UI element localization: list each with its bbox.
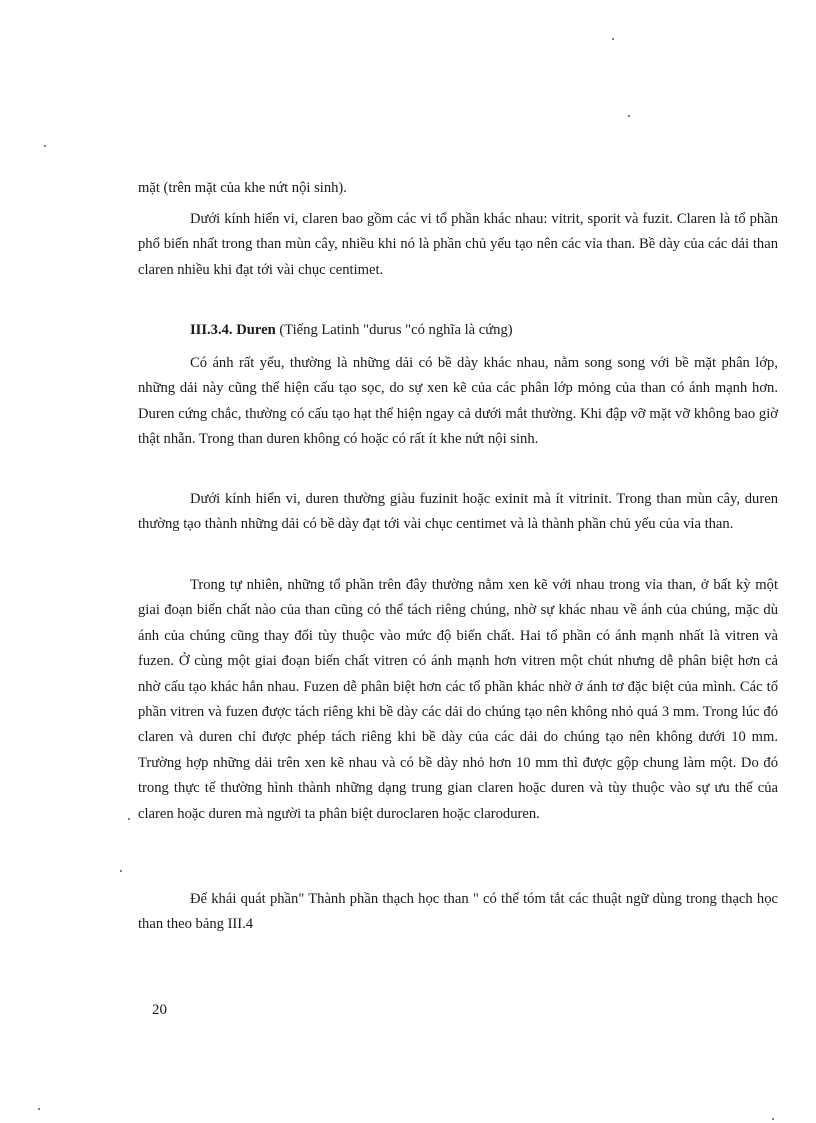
scan-speck bbox=[44, 145, 46, 147]
paragraph-nature: Trong tự nhiên, những tổ phần trên đây thường nằm xen kẽ với nhau trong vỉa than, ở bất kỳ một giai đoạn biến chất nào của than cũng có thể tách riêng chúng, nhờ sự khác nhau về ánh của chúng, mặc dù ánh của chúng cũng thay đổi tùy thuộc vào mức độ biến chất. Hai tổ phần có ánh mạnh nhất là vitren và fuzen. Ở cùng một giai đoạn biến chất vitren có ánh mạnh hơn vitren một chút nhưng dễ phân biệt hơn cả nhờ cấu tạo khác hẳn nhau. Fuzen dễ phân biệt hơn các tổ phần khác nhờ ở ánh tơ đặc biệt của mình. Các tổ phần vitren và fuzen được tách riêng khi bề dày các dải do chúng tạo nên không nhỏ quá 3 mm. Trong lúc đó claren và duren chỉ được phép tách riêng khi bề dày của các dải do chúng tạo nên không dưới 10 mm. Trường hợp những dải trên xen kẽ nhau và có bề dày nhỏ hơn 10 mm thì được gộp chung làm một. Do đó trong thực tế thường hình thành những dạng trung gian claren hoặc duren và tùy thuộc vào sự ưu thế của claren hoặc duren mà người ta phân biệt duroclaren hoặc claroduren. bbox=[138, 577, 778, 822]
paragraph-duren-microscope: Dưới kính hiển vi, duren thường giàu fuzinit hoặc exinit mà ít vitrinit. Trong than mùn cây, duren thường tạo thành những dải có bề dày đạt tới vài chục centimet và là thành phần chủ yếu của vỉa than. bbox=[138, 491, 778, 533]
scan-speck bbox=[128, 818, 130, 820]
section-heading-number: III.3.4. Duren bbox=[190, 322, 276, 338]
paragraph-duren-description: Có ánh rất yếu, thường là những dải có bề dày khác nhau, nằm song song với bề mặt phân lớp, những dải này cũng thể hiện cấu tạo sọc, do sự xen kẽ của các phân lớp mỏng của than có ánh mạnh hơn. Duren cứng chắc, thường có cấu tạo hạt thể hiện ngay cả dưới mắt thường. Khi đập vỡ mặt vỡ không bao giờ thật nhẵn. Trong than duren không có hoặc có rất ít khe nứt nội sinh. bbox=[138, 355, 778, 448]
scan-speck bbox=[772, 1118, 774, 1120]
section-heading bbox=[138, 318, 778, 343]
scan-speck bbox=[38, 1108, 40, 1110]
paragraph-summary: Để khái quát phần" Thành phần thạch học than " có thể tóm tắt các thuật ngữ dùng trong thạch học than theo bảng III.4 bbox=[138, 891, 778, 933]
section-heading-subtitle: (Tiếng Latinh "durus "có nghĩa là cứng) bbox=[275, 322, 513, 338]
page-number: 20 bbox=[152, 1002, 167, 1018]
scan-speck bbox=[628, 115, 630, 117]
paragraph-claren-microscope: Dưới kính hiển vi, claren bao gồm các vi tổ phần khác nhau: vitrit, sporit và fuzit. Claren là tổ phần phổ biến nhất trong than mùn cây, nhiều khi nó là phần chủ yếu tạo nên các vỉa than. Bề dày của các dải than claren nhiều khi đạt tới vài chục centimet. bbox=[138, 211, 778, 278]
paragraph-continuation: mặt (trên mặt của khe nứt nội sinh). bbox=[138, 180, 347, 196]
scan-speck bbox=[120, 870, 122, 872]
scan-speck bbox=[612, 38, 614, 40]
